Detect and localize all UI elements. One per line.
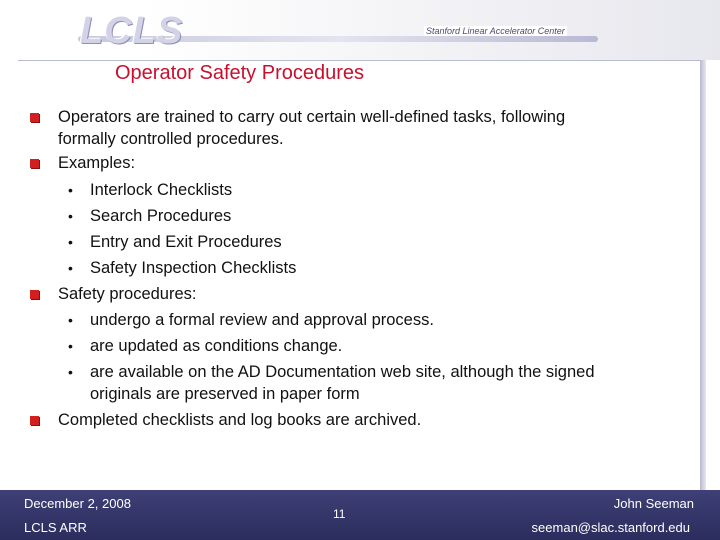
square-bullet-icon [30,290,39,299]
sub-bullet-icon: • [68,234,73,250]
page-number: 11 [333,507,346,521]
slide-title: Operator Safety Procedures [115,62,365,84]
sub-bullet-icon: • [68,364,73,380]
sub-bullet-icon: • [68,338,73,354]
footer-event: LCLS ARR [24,520,87,535]
bullet-text: Examples: [58,154,136,172]
header-banner [0,0,720,60]
footer-bar [0,490,720,540]
footer-email: seeman@slac.stanford.edu [531,520,690,535]
sub-bullet-icon: • [68,260,73,276]
bullet-text: Operators are trained to carry out certain well-defined tasks, following [58,108,566,126]
sub-bullet-text: undergo a formal review and approval process. [90,311,434,329]
footer-date: December 2, 2008 [24,496,131,511]
bullet-text: Safety procedures: [58,285,197,303]
sub-bullet-text: are available on the AD Documentation web site, although the signed [90,363,595,381]
square-bullet-icon [30,416,39,425]
sub-bullet-text: Entry and Exit Procedures [90,233,282,251]
footer-author: John Seeman [613,496,694,511]
lcls-logo: LCLS [80,10,184,52]
institution-name: Stanford Linear Accelerator Center [426,26,565,36]
sub-bullet-text: Safety Inspection Checklists [90,259,297,277]
square-bullet-icon [30,113,39,122]
sub-bullet-icon: • [68,208,73,224]
frame-shadow [700,60,706,490]
sub-bullet-icon: • [68,182,73,198]
bullet-text-continued: formally controlled procedures. [58,130,284,148]
sub-bullet-icon: • [68,312,73,328]
sub-bullet-text-continued: originals are preserved in paper form [90,385,360,403]
bullet-text: Completed checklists and log books are archived. [58,411,422,429]
square-bullet-icon [30,159,39,168]
sub-bullet-text: Search Procedures [90,207,232,225]
sub-bullet-text: are updated as conditions change. [90,337,343,355]
sub-bullet-text: Interlock Checklists [90,181,233,199]
